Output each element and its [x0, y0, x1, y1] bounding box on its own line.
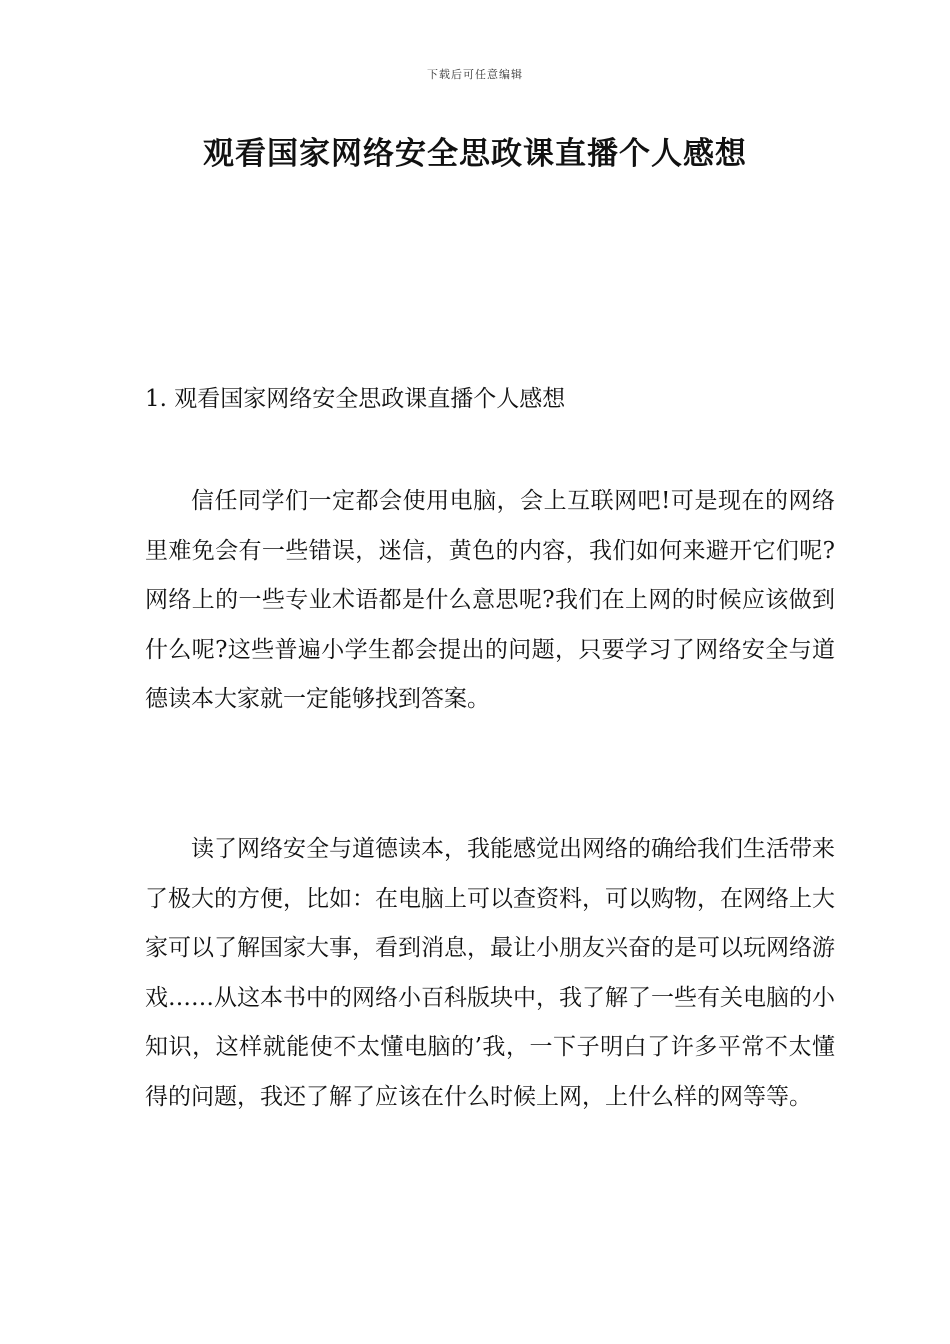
document-title: 观看国家网络安全思政课直播个人感想 — [203, 136, 747, 172]
body-paragraph-1: 信任同学们一定都会使用电脑，会上互联网吧!可是现在的网络里难免会有一些错误，迷信，黄色的内容，我们如何来避开它们呢?网络上的一些专业术语都是什么意思呢?我们在上网的时候应该做到什么呢?这些普遍小学生都会提出的问题，只要学习了网络安全与道德读本大家就一定能够找到答案。 — [145, 488, 835, 712]
header-note: 下载后可任意编辑 — [427, 68, 523, 81]
body-paragraph-2: 读了网络安全与道德读本，我能感觉出网络的确给我们生活带来了极大的方便，比如：在电脑上可以查资料，可以购物，在网络上大家可以了解国家大事，看到消息，最让小朋友兴奋的是可以玩网络游戏……从这本书中的网络小百科版块中，我了解了一些有关电脑的小知识，这样就能使不太懂电脑的’我，一下子明白了许多平常不太懂得的问题，我还了解了应该在什么时候上网，上什么样的网等等。 — [145, 836, 835, 1110]
section-heading: 1. 观看国家网络安全思政课直播个人感想 — [145, 386, 566, 412]
